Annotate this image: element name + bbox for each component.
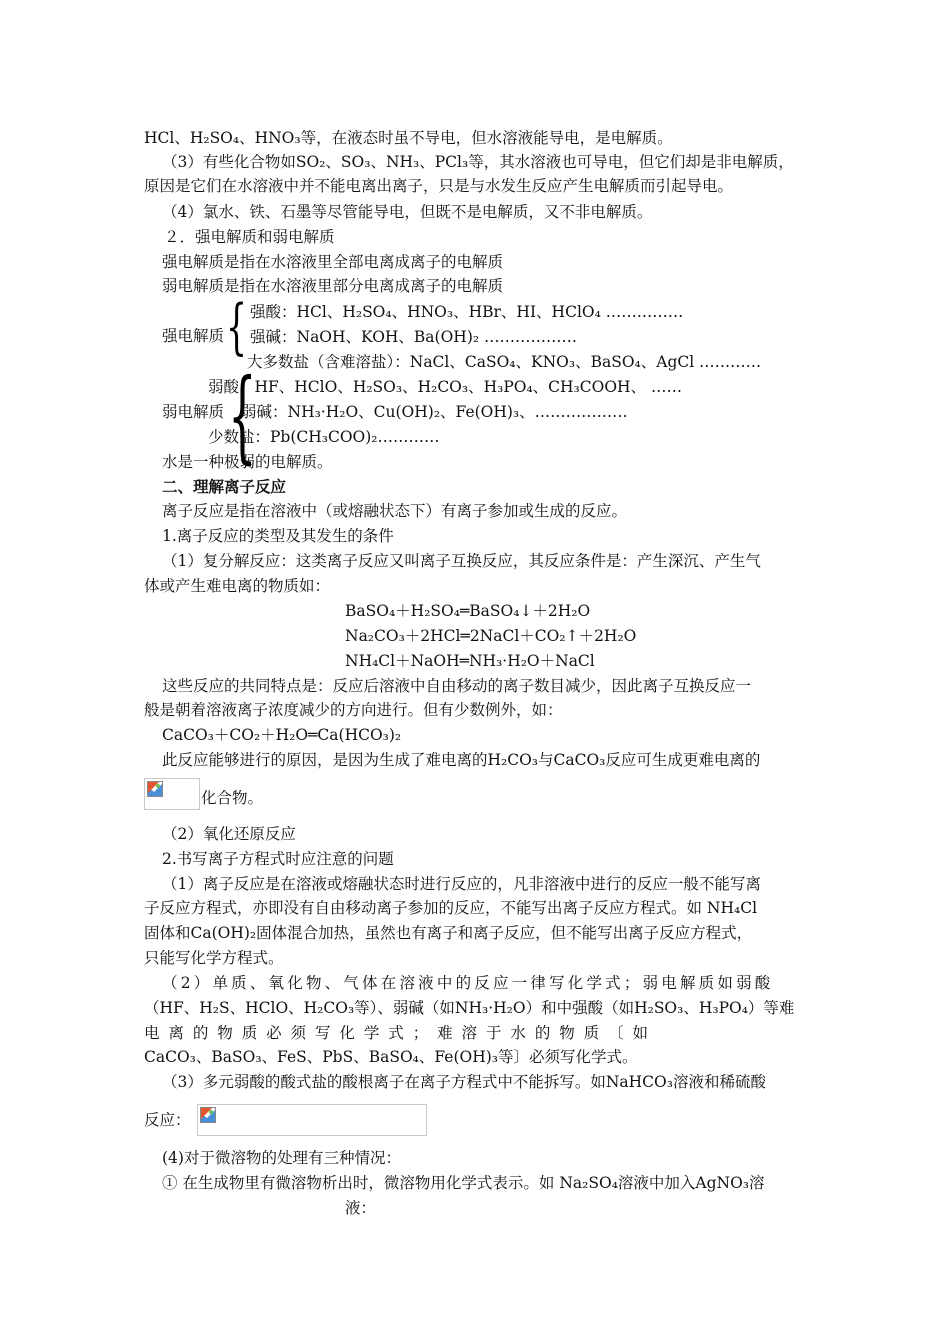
text-line: 反应： (144, 1111, 191, 1129)
left-brace-icon: { (226, 292, 248, 362)
text-line: HCl、H₂SO₄、HNO₃等，在液态时虽不导电，但水溶液能导电，是电解质。 (144, 129, 673, 147)
equation: NH₄Cl＋NaOH═NH₃·H₂O＋NaCl (345, 652, 595, 670)
subsection-heading: 2.书写离子方程式时应注意的问题 (162, 850, 394, 868)
text-line: 水是一种极弱的电解质。 (162, 453, 333, 471)
text-line: 原因是它们在水溶液中并不能电离出离子，只是与水发生反应产生电解质而引起导电。 (144, 177, 734, 195)
weak-salt-list: 少数盐：Pb(CH₃COO)₂………… (208, 428, 440, 446)
equation: Na₂CO₃＋2HCl═2NaCl＋CO₂↑＋2H₂O (345, 627, 637, 645)
definition-strong: 强电解质是指在水溶液里全部电离成离子的电解质 (162, 253, 504, 271)
left-brace-icon: { (228, 357, 257, 474)
equation: CaCO₃＋CO₂＋H₂O═Ca(HCO₃)₂ (162, 726, 402, 744)
text-line: 子反应方程式，亦即没有自由移动离子参加的反应，不能写出离子反应方程式。如 NH₄Cl (144, 899, 758, 917)
text-line: 化合物。 (201, 789, 264, 807)
broken-image (144, 778, 200, 810)
text-line: 体或产生难电离的物质如： (144, 577, 331, 595)
text-line: （1）复分解反应：这类离子反应又叫离子互换反应，其反应条件是：产生深沉、产生气 (162, 552, 761, 570)
section-title: 二、理解离子反应 (162, 477, 287, 496)
text-line: ① 在生成物里有微溶物析出时，微溶物用化学式表示。如 Na₂SO₄溶液中加入AgNO₃溶 (162, 1174, 765, 1192)
strong-base-list: 强碱：NaOH、KOH、Ba(OH)₂ ……………… (250, 328, 578, 346)
text-line: （1）离子反应是在溶液或熔融状态时进行反应的，凡非溶液中进行的反应一般不能写离 (162, 875, 761, 893)
text-line: （3）有些化合物如SO₂、SO₃、NH₃、PCl₃等，其水溶液也可导电，但它们却是非电解质， (162, 153, 794, 171)
text-line: 固体和Ca(OH)₂固体混合加热，虽然也有离子和离子反应，但不能写出离子反应方程式， (144, 924, 753, 942)
text-line: 般是朝着溶液离子浓度减少的方向进行。但有少数例外，如： (144, 701, 563, 719)
subsection-heading: 1.离子反应的类型及其发生的条件 (162, 527, 394, 545)
text-line: (4)对于微溶物的处理有三种情况： (162, 1149, 401, 1167)
strong-electrolyte-label: 强电解质 (162, 327, 225, 345)
equation: BaSO₄＋H₂SO₄═BaSO₄↓＋2H₂O (345, 602, 591, 620)
text-line: 电 离 的 物 质 必 须 写 化 学 式 ； 难 溶 于 水 的 物 质 〔 如 (144, 1024, 649, 1042)
text-line: （HF、H₂S、HClO、H₂CO₃等）、弱碱（如NH₃·H₂O）和中强酸（如H₂SO₃、H₃PO₄）等难 (144, 999, 795, 1017)
text-line: 此反应能够进行的原因，是因为生成了难电离的H₂CO₃与CaCO₃反应可生成更难电离的 (162, 751, 761, 769)
definition-weak: 弱电解质是指在水溶液里部分电离成离子的电解质 (162, 277, 504, 295)
strong-salt-list: 大多数盐（含难溶盐）：NaCl、CaSO₄、KNO₃、BaSO₄、AgCl ………… (247, 353, 762, 371)
text-line: CaCO₃、BaSO₃、FeS、PbS、BaSO₄、Fe(OH)₃等〕必须写化学式。 (144, 1048, 638, 1066)
weak-electrolyte-label: 弱电解质 (162, 403, 225, 421)
text-line: （2）单质、氧化物、气体在溶液中的反应一律写化学式；弱电解质如弱酸 (162, 974, 774, 992)
text-line: 这些反应的共同特点是：反应后溶液中自由移动的离子数目减少，因此离子互换反应一 (162, 677, 752, 695)
text-line: 液： (345, 1199, 377, 1217)
text-line: （4）氯水、铁、石墨等尽管能导电，但既不是电解质，又不非电解质。 (162, 203, 653, 221)
strong-acid-list: 强酸：HCl、H₂SO₄、HNO₃、HBr、HI、HClO₄ …………… (250, 303, 684, 321)
text-line: （3）多元弱酸的酸式盐的酸根离子在离子方程式中不能拆写。如NaHCO₃溶液和稀硫酸 (162, 1073, 766, 1091)
text-line: 只能写化学方程式。 (144, 949, 284, 967)
broken-image-icon (147, 781, 163, 797)
text-line: 离子反应是指在溶液中（或熔融状态下）有离子参加或生成的反应。 (162, 502, 628, 520)
weak-acid-list: 弱酸：HF、HClO、H₂SO₃、H₂CO₃、H₃PO₄、CH₃COOH、 …… (208, 378, 682, 396)
broken-image-icon (200, 1107, 216, 1123)
weak-base-list: 弱碱：NH₃·H₂O、Cu(OH)₂、Fe(OH)₃、……………… (241, 403, 628, 421)
section-heading: ２．强电解质和弱电解质 (164, 228, 335, 246)
broken-image (197, 1104, 427, 1136)
text-line: （2）氧化还原反应 (162, 825, 296, 843)
